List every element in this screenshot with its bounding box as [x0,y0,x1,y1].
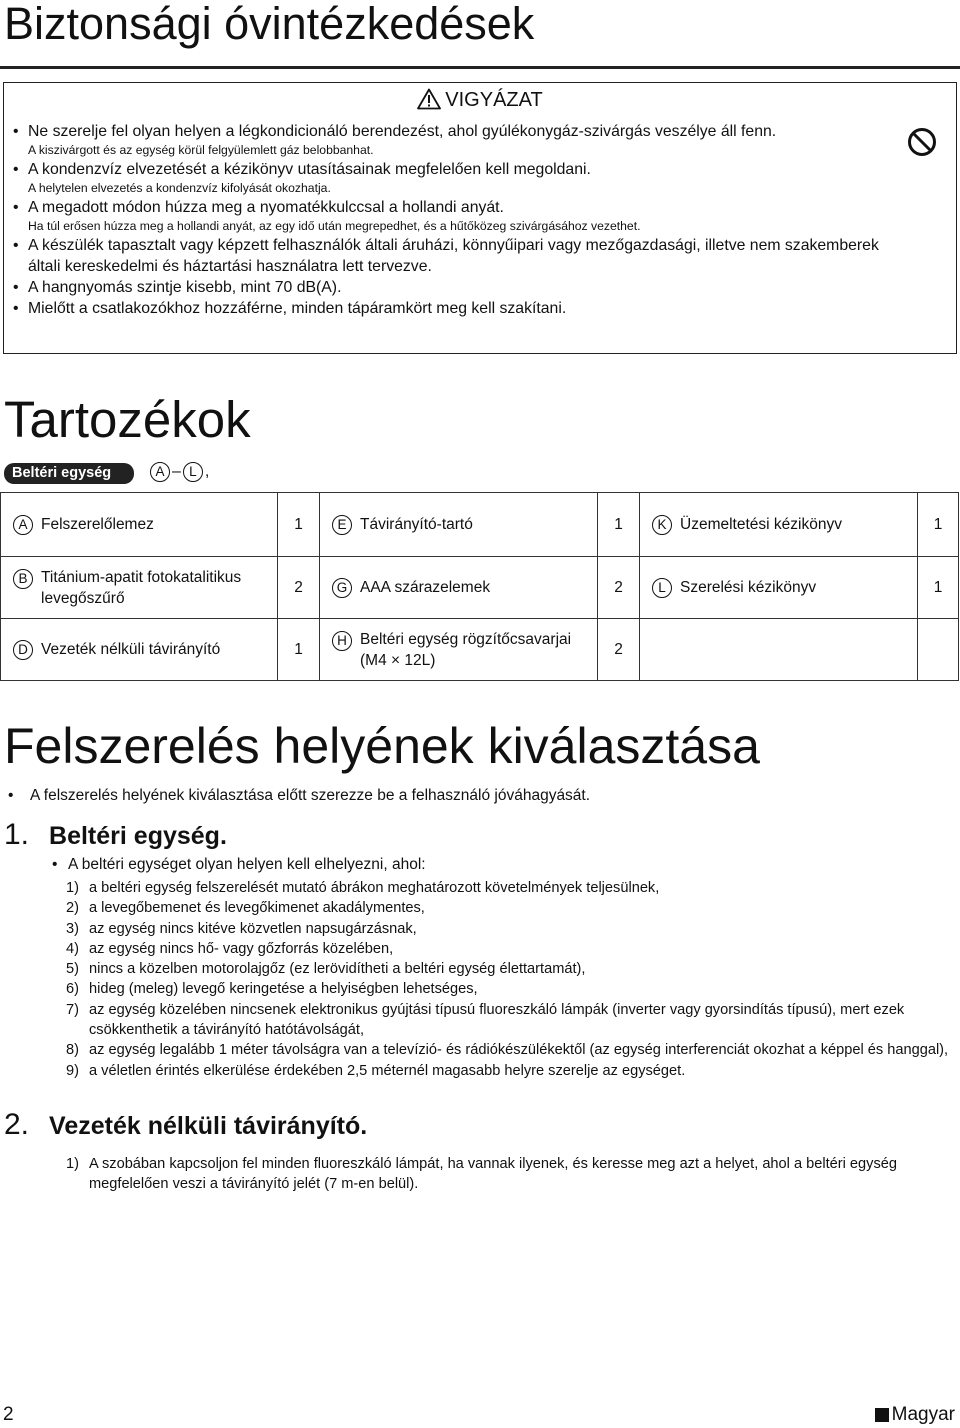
section-number: 1. [4,818,30,851]
accessory-name: Vezeték nélküli távirányító [41,641,221,658]
list-item-number: 1) [66,1156,79,1172]
list-item-number: 5) [66,961,79,978]
accessory-name: Üzemeltetési kézikönyv [680,516,842,533]
list-item [66,1061,956,1081]
letter-badge: G [332,578,352,598]
list-item [66,1154,956,1195]
language-name: Magyar [891,1404,955,1425]
letter-badge: E [332,515,352,535]
section-heading-indoor-unit [4,818,227,852]
location-title: Felszerelés helyének kiválasztása [4,718,760,774]
list-item-text: az egység közelében nincsenek elektronikus gyújtási típusú fluoreszkáló lámpák (inverter vagy gyorsindítás típusú), mert ezek csökkenthetik a távirányító hatótávolságát, [89,1001,905,1039]
list-item [66,959,956,979]
safety-title: Biztonsági óvintézkedések [4,0,535,49]
list-item [66,979,956,999]
title-divider [0,66,960,69]
list-item-number: 1) [66,880,79,896]
remote-steps-list [66,1154,956,1195]
empty-cell [640,619,918,681]
empty-cell [918,619,959,681]
letter-badge: D [13,640,33,660]
letter-badge: L [183,462,203,482]
accessory-qty: 2 [278,557,320,619]
accessory-cell [320,493,598,557]
section-lead: • A beltéri egységet olyan helyen kell elhelyezni, ahol: [52,855,426,875]
caution-item [10,298,900,319]
accessory-name: Távirányító-tartó [360,516,473,533]
letter-badge: B [13,569,33,589]
section-title: Beltéri egység. [49,822,227,850]
letter-badge: A [13,515,33,535]
accessory-cell [320,619,598,681]
range-dash: – [172,463,181,480]
section-number: 2. [4,1108,30,1141]
caution-item-text: • Ne szerelje fel olyan helyen a légkondicionáló berendezést, ahol gyúlékonygáz-szivárgás veszélye áll fenn. [10,121,900,142]
caution-box [3,82,957,354]
accessory-cell [1,493,278,557]
list-item-text: a véletlen érintés elkerülése érdekében 2,5 méternél magasabb helyre szerelje az egységet. [89,1062,686,1079]
accessory-range [150,462,209,482]
list-item-text: A szobában kapcsoljon fel minden fluoreszkáló lámpát, ha vannak ilyenek, és keresse meg azt a helyet, ahol a beltéri egység megfelelően veszi a távirányító jelét (7 m-en belül). [89,1156,897,1193]
letter-badge: L [652,578,672,598]
list-item [66,1040,956,1060]
table-row [1,493,959,557]
accessory-name: AAA szárazelemek [360,579,491,596]
accessory-qty: 1 [278,619,320,681]
list-item-text: az egység nincs kitéve közvetlen napsugárzásnak, [89,920,417,937]
caution-header [4,87,956,113]
list-item-text: az egység legalább 1 méter távolságra van a televízió- és rádiókészülékektől (az egység interferenciát okozhat a képpel és hanggal), [89,1042,949,1059]
list-item-number: 6) [66,981,79,998]
accessories-title: Tartozékok [4,391,251,448]
list-item-number: 9) [66,1062,79,1079]
accessories-table [0,492,959,681]
letter-badge: A [150,462,170,482]
caution-item [10,235,900,277]
accessory-cell [640,557,918,619]
list-item [66,878,956,898]
list-item-number: 2) [66,900,79,917]
caution-item-text: • A megadott módon húzza meg a nyomatékkulccsal a hollandi anyát. [10,197,900,218]
list-item-text: az egység nincs hő- vagy gőzforrás közelében, [89,940,394,957]
section-heading-remote [4,1108,367,1142]
table-row [1,619,959,681]
language-marker-icon [875,1408,889,1422]
accessory-cell [320,557,598,619]
letter-badge: H [332,631,352,651]
language-label [875,1404,955,1426]
list-item [66,898,956,918]
prohibition-icon [907,127,937,162]
caution-label: VIGYÁZAT [445,89,543,111]
caution-item-note: A kiszivárgott és az egység körül felgyülemlett gáz belobbanhat. [28,143,374,157]
accessory-cell [1,619,278,681]
accessory-name: Titánium-apatit fotokatalitikus levegőszűrő [41,568,242,607]
list-item-number: 4) [66,940,79,957]
list-item-number: 7) [66,1001,79,1018]
accessory-qty: 1 [278,493,320,557]
caution-item-text: • A készülék tapasztalt vagy képzett felhasználók általi áruházi, könnyűipari vagy mezőgazdasági, illetve nem szakemberek általi kereskedelmi és háztartási használatra lett tervezve. [10,235,900,277]
letter-badge: K [652,515,672,535]
caution-item [10,121,900,159]
accessory-name: Szerelési kézikönyv [680,579,817,596]
list-item-number: 8) [66,1042,79,1059]
caution-item-note: A helytelen elvezetés a kondenzvíz kifolyását okozhatja. [28,181,331,195]
caution-list [10,121,900,319]
caution-item [10,277,900,298]
list-item [66,919,956,939]
accessory-qty: 1 [918,493,959,557]
list-item [66,1000,956,1041]
accessory-cell [640,493,918,557]
caution-item [10,159,900,197]
accessory-qty: 2 [598,557,640,619]
accessory-qty: 1 [918,557,959,619]
caution-item-text: • A hangnyomás szintje kisebb, mint 70 dB(A). [10,277,900,298]
caution-item-note: Ha túl erősen húzza meg a hollandi anyát, az egy idő után megrepedhet, és a hűtőközeg szivárgásához vezethet. [28,219,641,233]
list-item [66,939,956,959]
requirements-list [66,878,956,1081]
accessory-qty: 2 [598,619,640,681]
caution-item-text: • Mielőtt a csatlakozókhoz hozzáférne, minden tápáramkört meg kell szakítani. [10,298,900,319]
caution-item [10,197,900,235]
accessory-cell [1,557,278,619]
caution-item-text: • A kondenzvíz elvezetését a kézikönyv utasításainak megfelelően kell megoldani. [10,159,900,180]
table-row [1,557,959,619]
accessory-name: Beltéri egység rögzítőcsavarjai (M4 × 12L) [360,630,572,669]
location-intro: • A felszerelés helyének kiválasztása előtt szerezze be a felhasználó jóváhagyását. [4,786,590,806]
range-suffix: , [204,463,210,480]
page-number: 2 [3,1404,14,1425]
list-item-text: nincs a közelben motorolajgőz (ez lerövidítheti a beltéri egység élettartamát), [89,961,586,978]
list-item-text: a levegőbemenet és levegőkimenet akadálymentes, [89,900,425,917]
list-item-text: a beltéri egység felszerelését mutató ábrákon meghatározott követelmények teljesülnek, [89,880,660,896]
section-title: Vezeték nélküli távirányító. [49,1112,368,1140]
warning-triangle-icon [417,88,441,117]
accessory-name: Felszerelőlemez [41,516,154,533]
accessory-qty: 1 [598,493,640,557]
list-item-number: 3) [66,920,79,937]
list-item-text: hideg (meleg) levegő keringetése a helyiségben lehetséges, [89,981,478,998]
indoor-unit-badge: Beltéri egység [4,463,134,484]
